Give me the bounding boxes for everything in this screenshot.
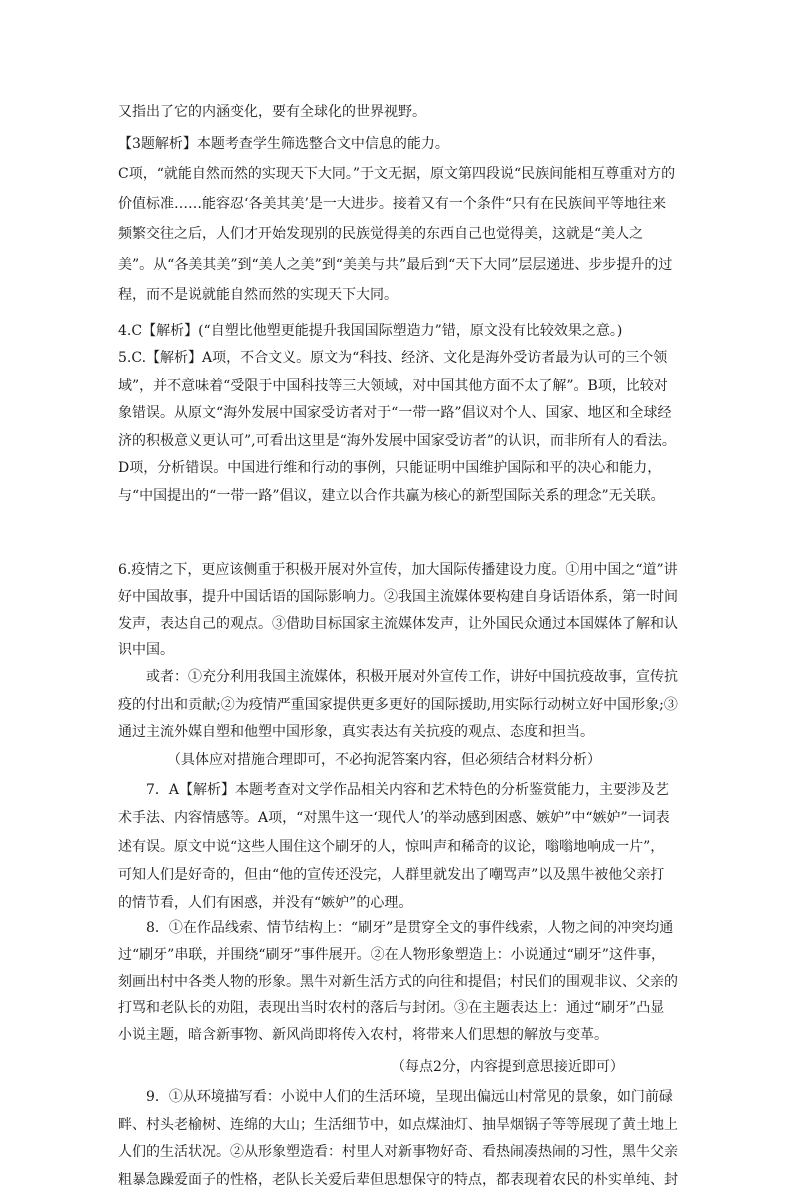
- paragraph-q3-analysis-heading: 【3题解析】本题考查学生筛选整合文中信息的能力。: [118, 136, 449, 152]
- paragraph-q7-answer: 7．A【解析】本题考查对文学作品相关内容和艺术特色的分析鉴赏能力，主要涉及艺术手法、内容情感等。A项，“对黑牛这一‘现代人’的举动感到困惑、嫉妒”中“嫉妒”一词表述有误。原文中说“这些人围住这个刷牙的人，惊叫声和稀奇的议论，嗡嗡地响成一片”，可知人们是好奇的，但由“他的宣传还没完，人群里就发出了嘲骂声”以及黑牛被他父亲打的情节看，人们有困惑，并没有“嫉妒”的心理。: [118, 782, 670, 912]
- paragraph-q8-answer: 8．①在作品线索、情节结构上：“刷牙”是贯穿全文的事件线索，人物之间的冲突均通过“刷牙”串联，并围绕“刷牙”事件展开。②在人物形象塑造上：小说通过“刷牙”这件事，刻画出村中各类人物的形象。黑牛对新生活方式的向往和提倡；村民们的围观非议、父亲的打骂和老队长的劝阻，表现出当时农村的落后与封闭。③在主题表达上：通过“刷牙”凸显小说主题，暗含新事物、新风尚即将传入农村，将带来人们思想的解放与变革。: [118, 920, 678, 1044]
- paragraph-q4-answer: 4.C【解析】(“自塑比他塑更能提升我国国际塑造力”错，原文没有比较效果之意。): [118, 323, 623, 339]
- paragraph-intro-continuation: 又指出了它的内涵变化，要有全球化的世界视野。: [118, 104, 426, 120]
- paragraph-q6-scoring-note: （具体应对措施合理即可，不必拘泥答案内容，但必须结合材料分析）: [118, 752, 601, 768]
- paragraph-q9-answer: 9．①从环境描写看：小说中人们的生活环境，呈现出偏远山村常见的景象，如门前碌畔、村头老榆树、连绵的大山；生活细节中，如点煤油灯、抽旱烟锅子等等展现了黄土地上人们的生活状况。②从形象塑造看：村里人对新事物好奇、看热闹凑热闹的习性，黑牛父亲粗暴急躁爱面子的性格，老队长关爱后辈但思想保守的特点，都表现着农民的朴实单纯、封: [118, 1089, 678, 1188]
- paragraph-q6-alternative: 或者：①充分利用我国主流媒体，积极开展对外宣传工作，讲好中国抗疫故事，宣传抗疫的付出和贡献;②为疫情严重国家提供更多更好的国际援助,用实际行动树立好中国形象;③通过主流外媒自塑和他塑中国形象，真实表达有关抗疫的观点、态度和担当。: [118, 669, 678, 740]
- paragraph-q8-scoring-note: （每点2分，内容提到意思接近即可）: [118, 1059, 624, 1075]
- paragraph-q6-answer: 6.疫情之下，更应该侧重于积极开展对外宣传，加大国际传播建设力度。①用中国之“道”讲好中国故事，提升中国话语的国际影响力。②我国主流媒体要构建自身话语体系，第一时间发声，表达自己的观点。③借助目标国家主流媒体发声，让外国民众通过本国媒体了解和认识中国。: [118, 562, 678, 659]
- paragraph-q5-answer: 5.C.【解析】A项，不合文义。原文为“科技、经济、文化是海外受访者最为认可的三个领域”，并不意味着“受限于中国科技等三大领域，对中国其他方面不太了解”。B项，比较对象错误。从原文“海外发展中国家受访者对于“一带一路”倡议对个人、国家、地区和全球经济的积极意义更认可”,可看出这里是“海外发展中国家受访者”的认识，而非所有人的看法。D项，分析错误。中国进行维和行动的事例，只能证明中国维护国际和平的决心和能力，与“中国提出的“一带一路”倡议，建立以合作共赢为核心的新型国际关系的理念”无关联。: [118, 350, 676, 504]
- paragraph-q3-option-c: C项，“就能自然而然的实现天下大同。”于文无据，原文第四段说“民族间能相互尊重对方的价值标准……能容忍‘各美其美’是一大进步。接着又有一个条件“只有在民族间平等地往来频繁交往之后，人们才开始发现别的民族觉得美的东西自己也觉得美，这就是“美人之美”。从“各美其美”到“美人之美”到“美美与共”最后到“天下大同”层层递进、步步提升的过程，而不是说就能自然而然的实现天下大同。: [118, 166, 676, 303]
